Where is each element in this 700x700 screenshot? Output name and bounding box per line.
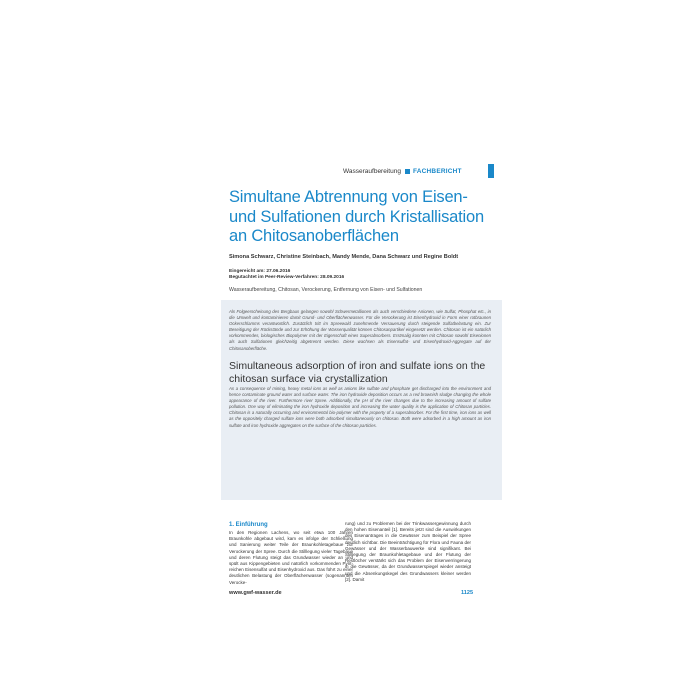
category-label: FACHBERICHT — [412, 168, 462, 175]
reviewed-date: Begutachtet im Peer-Review-Verfahren: 28.09.2016 — [229, 275, 345, 281]
section-marker-square — [405, 169, 410, 174]
footer-website: www.gwf-wasser.de — [229, 590, 282, 596]
body-column-right — [345, 521, 471, 583]
article-title: Simultane Abtrennung von Eisen- und Sulfationen durch Kristallisation an Chitosanoberflächen — [229, 188, 484, 245]
abstract-german: Als Folgeerscheinung des Bergbaus gelangen sowohl Schwermetallionen als auch verschiedene Anionen, wie Sulfat, Phosphat etc., in die Umwelt und kontaminieren damit Grund- und Oberflächenwasser. Für die Verockerung ist Eisenhydroxid in Form einer rotbraunen Ockerschlamms verantwortlich. Zusätzlich tritt im Spreewald zunehmende Versauerung durch steigende Sulfatbelastung ein. Zur Beseitigung der Rückstände und zur Erhöhung der Wasserqualität können Chitosanpartikel eingesetzt werden. Chitosan ist ein natürlich vorkommendes, biologisches Biopolymer mit der Eigenschaft eines Superabsorbers. Erstmalig konnten mit Chitosan sowohl Eisenionen als auch Sulfationen gleichzeitig abgetrennt werden. Diese wachsen als Eisensulfat- und Eisenhydroxid-Aggregate auf der Chitosanoberfläche. — [229, 309, 491, 351]
section-heading: 1. Einführung — [229, 522, 268, 528]
body-text-right: rung) und zu Problemen bei der Trinkwassergewinnung durch den hohen Eisenanteil [1]. Bereits jetzt sind die Auswirkungen des Eisenantrages in die Gewässer zum Beispiel der Spree deutlich sichtbar. Die Beeinträchtigung für Flora und Fauna der Gewässer und der Wasserbauwerke sind signifikant. Bei Stilllegung der Braunkohletagebaue und der Flutung der Restlöcher verstärkt sich das Problem der Eisenverringerung in die Gewässer, da der Grundwasserspiegel wieder ansteigt und die Absenkungskegel des Grundwassers kleiner werden [2]. Damit — [345, 521, 471, 582]
english-title: Simultaneous adsorption of iron and sulfate ions on the chitosan surface via crystallization — [229, 360, 486, 385]
authors: Simona Schwarz, Christine Steinbach, Mandy Mende, Dana Schwarz und Regine Boldt — [229, 254, 459, 260]
keywords: Wasseraufbereitung, Chitosan, Verockerung, Entfernung von Eisen- und Sulfationen — [229, 287, 423, 293]
section-header — [343, 168, 462, 175]
page-number: 1125 — [461, 590, 474, 596]
body-text-left: In den Regionen Lachens, wo seit etwa 100 Jahren Braunkohle abgebaut wird, kam es infolge der Schließung und Sanierung weiter Teile der Braunkohletagebaue zur Verockerung der Spree. Durch die Stilllegung vieler Tagebaue und deren Flutung steigt das Grundwasser wieder an und spült aus Kippengebieten und natürlich vorkommenden Pyrit-reichen Eisensulfat und Eisenhydroxid aus. Das führt zu einer deutlichen Belastung der Oberflächenwasser (sogenannten Verocke- — [229, 530, 353, 585]
review-dates — [229, 269, 344, 282]
header-accent-bar — [488, 164, 494, 178]
received-date: Eingereicht am: 27.06.2016 — [229, 269, 291, 274]
abstract-english: As a consequence of mining, heavy metal ions as well as anions like sulfate and phosphate get discharged into the environment and hence contaminate ground water and surface water. The iron hydroxide deposition occurs as a red brownish sludge changing the whole appearance of the river. Furthermore river Spree. Additionally, the pH of the river changes due to the increasing amount of sulfate pollution. One way of eliminating the iron hydroxide deposition and increasing the water quality is the application of Chitosan particles. Chitosan is a naturally occurring and environmental bio-polymer with the property of a superabsorber. For the first time, iron ions as well as the oppositely charged sulfate ions were both adsorbed simultaneously on chitosan. Both were adsorbed in a high amount as iron sulfate and iron hydroxide aggregates on the surface of the chitosan particles. — [229, 386, 491, 428]
section-name: Wasseraufbereitung — [343, 168, 401, 175]
body-column-left — [229, 521, 353, 586]
